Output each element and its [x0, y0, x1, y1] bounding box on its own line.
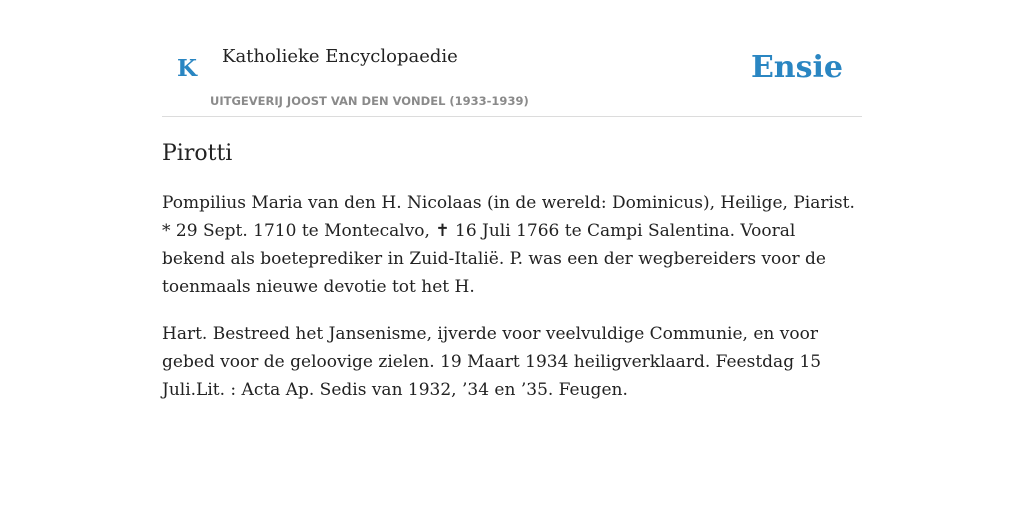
entry-paragraph: Pompilius Maria van den H. Nicolaas (in de wereld: Dominicus), Heilige, Piarist. * 29 Sept. 1710 te Montecalvo, ✝ 16 Juli 1766 te Campi Salentina. Vooral bekend als boeteprediker in Zuid-Italië. P. was een der wegbereiders voor de toenmaals nieuwe devotie tot het H. — [162, 193, 855, 297]
publisher-subtitle: UITGEVERIJ JOOST VAN DEN VONDEL (1933-1939) — [210, 94, 529, 108]
encyclopedia-title[interactable]: Katholieke Encyclopaedie — [222, 46, 458, 67]
ensie-brand-logo[interactable]: Ensie — [750, 50, 843, 85]
entry-body — [162, 189, 862, 404]
entry-paragraph: Hart. Bestreed het Jansenisme, ijverde voor veelvuldige Communie, en voor gebed voor de geloovige zielen. 19 Maart 1934 heiligverklaard. Feestdag 15 Juli.Lit. : Acta Ap. Sedis van 1932, ’34 en ’35. Feugen. — [162, 324, 822, 400]
entry-content — [162, 138, 862, 423]
encyclopedia-logo[interactable]: K — [177, 55, 197, 82]
entry-title: Pirotti — [162, 141, 233, 166]
site-header — [162, 0, 862, 117]
